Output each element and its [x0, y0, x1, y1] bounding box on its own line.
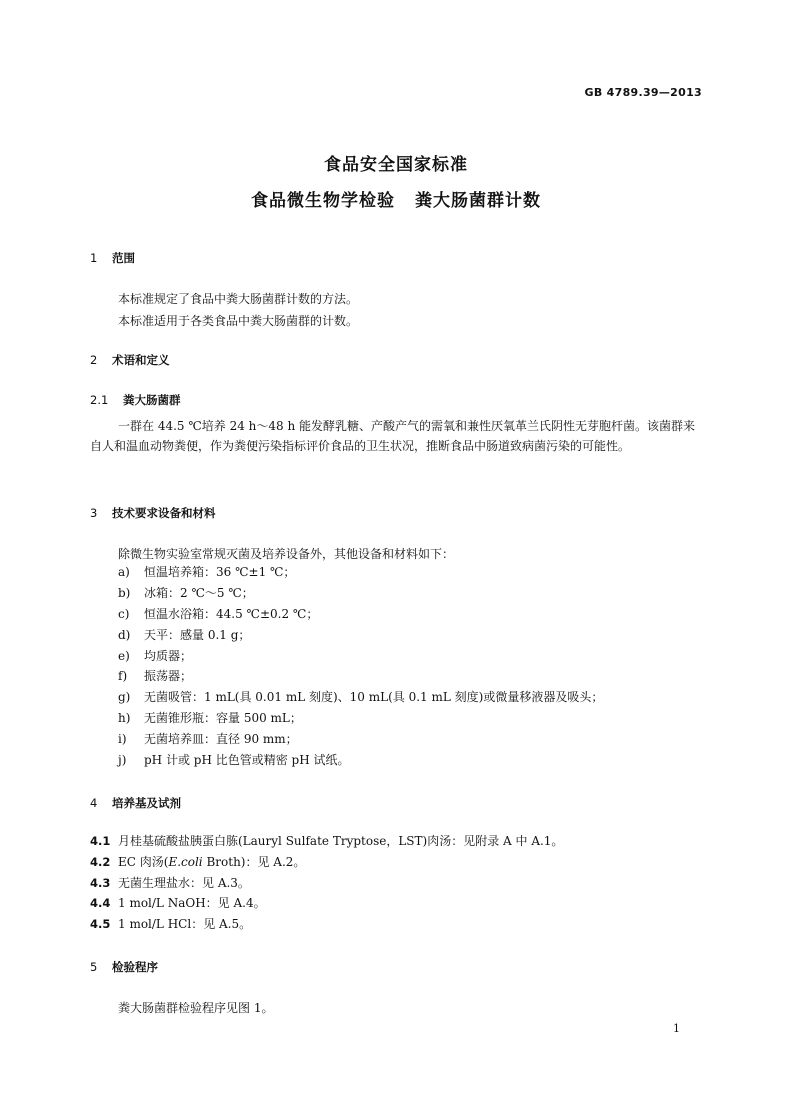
list-item [118, 750, 603, 771]
list-item [90, 852, 563, 873]
section-1-heading [90, 250, 135, 266]
section-5-heading [90, 959, 158, 975]
section-1-paragraph-1: 本标准规定了食品中粪大肠菌群计数的方法。 [118, 292, 359, 306]
list-item-key: b) [118, 585, 131, 600]
list-item [90, 893, 563, 914]
list-item [118, 729, 603, 750]
list-item-text: 1 mol/L HCl：见 A.5。 [118, 917, 252, 932]
section-3-number: 3 [90, 506, 98, 520]
section-1-title: 范围 [112, 251, 135, 265]
list-item [118, 646, 603, 667]
section-3-intro: 除微生物实验室常规灭菌及培养设备外，其他设备和材料如下： [118, 547, 455, 561]
list-item [90, 831, 563, 852]
list-item-text: 1 mol/L NaOH：见 A.4。 [118, 896, 266, 911]
document-code: GB 4789.39—2013 [584, 86, 702, 99]
list-item-key: 4.1 [90, 834, 111, 848]
list-item [90, 914, 563, 935]
list-item-text: 无菌生理盐水：见 A.3。 [118, 875, 250, 890]
section-2-heading [90, 352, 170, 368]
section-2-number: 2 [90, 353, 98, 367]
list-item-key: e) [118, 648, 130, 663]
title-line-2-part-b: 粪大肠菌群计数 [415, 191, 541, 211]
page-number: 1 [673, 1022, 680, 1035]
list-item-text: 无菌吸管：1 mL(具 0.01 mL 刻度)、10 mL(具 0.1 mL 刻度)或微量移液器及吸头； [144, 690, 604, 705]
title-line-1: 食品安全国家标准 [324, 155, 468, 175]
list-item-text: 无菌培养皿：直径 90 mm； [144, 732, 298, 747]
section-4-title: 培养基及试剂 [112, 796, 181, 810]
section-2-1-number: 2.1 [90, 393, 109, 407]
list-item-key: 4.5 [90, 917, 111, 932]
list-item [90, 873, 563, 894]
section-3-title: 技术要求设备和材料 [112, 506, 216, 520]
list-item [118, 708, 603, 729]
list-item-key: 4.4 [90, 896, 111, 911]
section-4-number: 4 [90, 796, 98, 810]
list-item-text: 无菌锥形瓶：容量 500 mL； [144, 711, 302, 726]
list-item [118, 625, 603, 646]
section-1-number: 1 [90, 251, 98, 265]
section-5-title: 检验程序 [112, 960, 158, 974]
list-item-key: 4.2 [90, 854, 111, 869]
list-item-text: pH 计或 pH 比色管或精密 pH 试纸。 [144, 753, 350, 768]
list-item-text: 恒温水浴箱：44.5 ℃±0.2 ℃； [144, 606, 319, 621]
list-item-text: 冰箱：2 ℃～5 ℃； [144, 585, 254, 600]
list-item-key: j) [118, 753, 127, 768]
list-item [118, 666, 603, 687]
list-item-key: h) [118, 711, 131, 726]
list-item-key: a) [118, 565, 130, 579]
list-item-text: 月桂基硫酸盐胰蛋白胨(Lauryl Sulfate Tryptose，LST)肉汤：见附录 A 中 A.1。 [118, 834, 564, 848]
list-item [118, 687, 603, 708]
section-5-number: 5 [90, 960, 98, 974]
list-item-text: 振荡器； [144, 669, 193, 684]
section-1-paragraph-2: 本标准适用于各类食品中粪大肠菌群的计数。 [118, 314, 359, 328]
list-item [118, 583, 603, 604]
list-item-key: c) [118, 606, 130, 621]
list-item-key: i) [118, 732, 127, 747]
list-item-text-pre: EC 肉汤( [118, 854, 169, 869]
section-4-heading [90, 795, 181, 811]
list-item-key: f) [118, 669, 128, 684]
list-item [118, 562, 603, 583]
media-reagents-list [90, 831, 563, 935]
list-item-text-post: Broth)：见 A.2。 [202, 854, 306, 869]
section-2-1-heading [90, 392, 181, 408]
section-2-1-definition: 一群在 44.5 ℃培养 24 h～48 h 能发酵乳糖、产酸产气的需氧和兼性厌氧革兰氏阴性无芽胞杆菌。该菌群来自人和温血动物粪便，作为粪便污染指标评价食品的卫生状况，推断食品中肠道致病菌污染的可能性。 [90, 419, 696, 453]
list-item-text [118, 855, 305, 869]
list-item-text-italic: E.coli [168, 854, 203, 869]
title-line-2-part-a: 食品微生物学检验 [251, 191, 395, 211]
list-item-key: g) [118, 690, 131, 705]
list-item [118, 604, 603, 625]
section-2-title: 术语和定义 [112, 353, 170, 367]
section-2-1-title: 粪大肠菌群 [123, 393, 181, 407]
list-item-text: 天平：感量 0.1 g； [144, 627, 251, 642]
equipment-list [118, 562, 603, 771]
section-3-heading [90, 505, 216, 521]
list-item-text: 均质器； [144, 648, 193, 663]
list-item-key: 4.3 [90, 875, 111, 890]
list-item-key: d) [118, 627, 131, 642]
list-item-text: 恒温培养箱：36 ℃±1 ℃； [144, 565, 296, 579]
section-5-paragraph: 粪大肠菌群检验程序见图 1。 [118, 1001, 274, 1015]
title-line-2 [0, 186, 792, 211]
